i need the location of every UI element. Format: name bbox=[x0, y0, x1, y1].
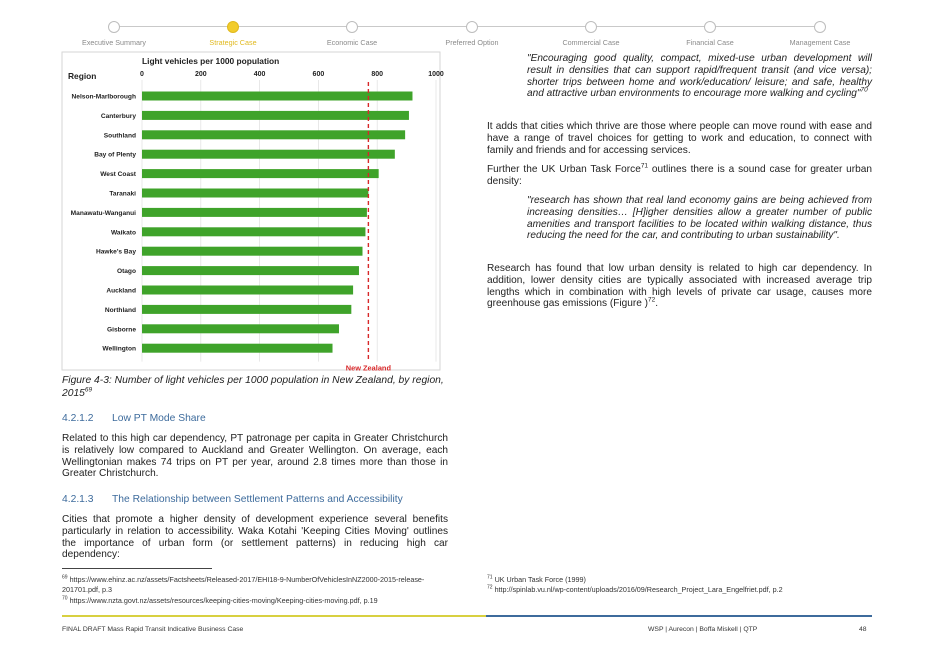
footnote-link[interactable]: https://www.ehinz.ac.nz/assets/Factsheets/Released-2017/EHI18-9-NumberOfVehiclesInNZ2000-2015-release-201701.pdf, p.3 bbox=[62, 575, 425, 594]
footer-document-title: FINAL DRAFT Mass Rapid Transit Indicative Business Case bbox=[62, 626, 244, 633]
bar bbox=[142, 227, 365, 236]
footnote-ref[interactable]: 71 bbox=[640, 162, 649, 170]
para-text: Research has found that low urban density is related to high car dependency. In addition, lower density cities are typically associated with increased average trip lengths which in combination with high levels of private car usage, causes more greenhouse gas emissions (Figure ) bbox=[487, 263, 872, 310]
chart-title: Light vehicles per 1000 population bbox=[142, 56, 280, 66]
category-axis-label: Region bbox=[68, 71, 97, 81]
step-label: Commercial Case bbox=[562, 38, 620, 47]
step-dot bbox=[814, 21, 826, 33]
para-thriving-cities: It adds that cities which thrive are those where people can move round with ease and have a range of travel choices for getting to work and education, to connect with family and friends and for accessing services. bbox=[487, 121, 872, 156]
bar bbox=[142, 324, 339, 333]
vehicle-chart bbox=[62, 52, 444, 373]
footnote-link[interactable]: http://spinlab.vu.nl/wp-content/uploads/2016/09/Research_Project_Lara_Engelfriet.pdf, p.2 bbox=[494, 585, 783, 594]
step-label: Financial Case bbox=[686, 38, 734, 47]
bar bbox=[142, 286, 353, 295]
section-heading-4212 bbox=[62, 413, 206, 424]
bar bbox=[142, 150, 395, 159]
step-label: Management Case bbox=[789, 38, 851, 47]
reference-label: New Zealand bbox=[345, 363, 391, 373]
footnote-number: 71 bbox=[487, 574, 493, 581]
step-executive-summary[interactable] bbox=[59, 18, 169, 47]
quote-urban-task-force: "research has shown that real land economy gains are being achieved from increasing densities… [H]igher densities allow a greater number of public amenities and transport facilities to be located within walking distance, thus reducing the need for the car, and contributing to urban sustainability". bbox=[527, 195, 872, 242]
bar bbox=[142, 266, 359, 275]
step-label: Preferred Option bbox=[445, 38, 499, 47]
category-label: Manawatu-Wanganui bbox=[70, 209, 136, 217]
figure-caption bbox=[62, 375, 454, 400]
bar bbox=[142, 92, 412, 101]
bar bbox=[142, 208, 367, 217]
section-title: Low PT Mode Share bbox=[112, 413, 206, 424]
chart-svg bbox=[62, 52, 444, 373]
bar bbox=[142, 247, 363, 256]
section-4212-body: Related to this high car dependency, PT patronage per capita in Greater Christchurch is relatively low compared to Auckland and Greater Wellington. On average, each Wellingtonian makes 74 trips on PT per year, around 2.8 times more than those in Greater Christchurch. bbox=[62, 433, 448, 480]
footnote-link[interactable]: https://www.nzta.govt.nz/assets/resources/keeping-cities-moving/Keeping-cities-moving.pdf, p.19 bbox=[69, 596, 378, 605]
category-label: West Coast bbox=[100, 171, 136, 179]
quote-text: "Encouraging good quality, compact, mixed-use urban development will result in densities that can support rapid/frequent transit (and vice versa); shorter trips between home and work/education/ leisure; and safe, healthy and attractive urban environments to encourage more walking and cycling" bbox=[527, 53, 872, 100]
section-title: The Relationship between Settlement Patterns and Accessibility bbox=[112, 494, 403, 505]
section-4213-body: Cities that promote a higher density of development experience several benefits particularly in relation to accessibility. Waka Kotahi 'Keeping Cities Moving' outlines the importance of urban form (or settlement patterns) in reducing high car dependency: bbox=[62, 514, 448, 561]
footnote-71 bbox=[487, 575, 872, 585]
para-low-density bbox=[487, 263, 872, 310]
footnote-ref[interactable]: 69 bbox=[84, 386, 93, 394]
step-dot-active bbox=[227, 21, 239, 33]
step-financial-case[interactable] bbox=[655, 18, 765, 47]
footnote-divider bbox=[62, 568, 212, 569]
section-heading-4213 bbox=[62, 494, 403, 505]
quote-keeping-cities-moving bbox=[527, 53, 872, 100]
x-tick-label: 200 bbox=[194, 71, 207, 78]
category-label: Hawke's Bay bbox=[95, 248, 136, 256]
footnote-number: 70 bbox=[62, 595, 68, 602]
footer-rule-accent bbox=[486, 615, 872, 617]
category-label: Canterbury bbox=[100, 112, 136, 120]
section-number: 4.2.1.2 bbox=[62, 413, 94, 424]
category-label: Auckland bbox=[106, 287, 136, 295]
footnote-70 bbox=[62, 596, 452, 606]
step-dot bbox=[585, 21, 597, 33]
para-text: Further the UK Urban Task Force bbox=[487, 164, 641, 175]
x-tick-label: 1000 bbox=[428, 71, 444, 78]
step-commercial-case[interactable] bbox=[536, 18, 646, 47]
bar bbox=[142, 169, 379, 178]
bar bbox=[142, 130, 405, 139]
step-management-case[interactable] bbox=[765, 18, 875, 47]
step-dot bbox=[704, 21, 716, 33]
para-text: outlines there is a sound case for greater urban density: bbox=[487, 164, 872, 187]
step-preferred-option[interactable] bbox=[417, 18, 527, 47]
step-dot bbox=[346, 21, 358, 33]
footnote-number: 72 bbox=[487, 584, 493, 591]
footnote-ref[interactable]: 70 bbox=[860, 87, 868, 95]
step-dot bbox=[108, 21, 120, 33]
para-text: . bbox=[655, 298, 659, 310]
footnote-69 bbox=[62, 575, 452, 594]
bar bbox=[142, 189, 368, 198]
x-tick-label: 0 bbox=[140, 71, 144, 78]
x-tick-label: 800 bbox=[371, 71, 384, 78]
footer-authors: WSP | Aurecon | Boffa Miskell | QTP bbox=[648, 626, 758, 633]
bar bbox=[142, 305, 351, 314]
category-label: Wellington bbox=[102, 345, 136, 353]
category-label: Gisborne bbox=[107, 326, 136, 334]
page-number: 48 bbox=[859, 626, 867, 633]
x-tick-label: 400 bbox=[253, 71, 266, 78]
figure-caption-text: Figure 4-3: Number of light vehicles per 1000 population in New Zealand, by region, 2015 bbox=[62, 375, 444, 399]
footnote-number: 69 bbox=[62, 574, 68, 581]
category-label: Nelson-Marlborough bbox=[71, 93, 136, 101]
footnote-text: UK Urban Task Force (1999) bbox=[494, 575, 586, 584]
category-label: Southland bbox=[103, 132, 136, 140]
para-urban-task-force bbox=[487, 164, 872, 188]
section-number: 4.2.1.3 bbox=[62, 494, 94, 505]
category-label: Otago bbox=[116, 268, 136, 276]
step-label: Economic Case bbox=[326, 38, 378, 47]
step-economic-case[interactable] bbox=[297, 18, 407, 47]
category-label: Northland bbox=[104, 306, 136, 314]
step-label: Strategic Case bbox=[209, 38, 257, 47]
footnote-ref[interactable]: 72 bbox=[648, 297, 656, 305]
step-dot bbox=[466, 21, 478, 33]
progress-nav bbox=[62, 18, 872, 48]
category-label: Waikato bbox=[110, 229, 136, 237]
category-label: Taranaki bbox=[109, 190, 136, 198]
category-label: Bay of Plenty bbox=[94, 151, 136, 159]
x-tick-label: 600 bbox=[312, 71, 325, 78]
bar bbox=[142, 344, 333, 353]
step-label: Executive Summary bbox=[82, 38, 146, 47]
step-strategic-case[interactable] bbox=[178, 18, 288, 47]
footnote-72 bbox=[487, 585, 872, 595]
